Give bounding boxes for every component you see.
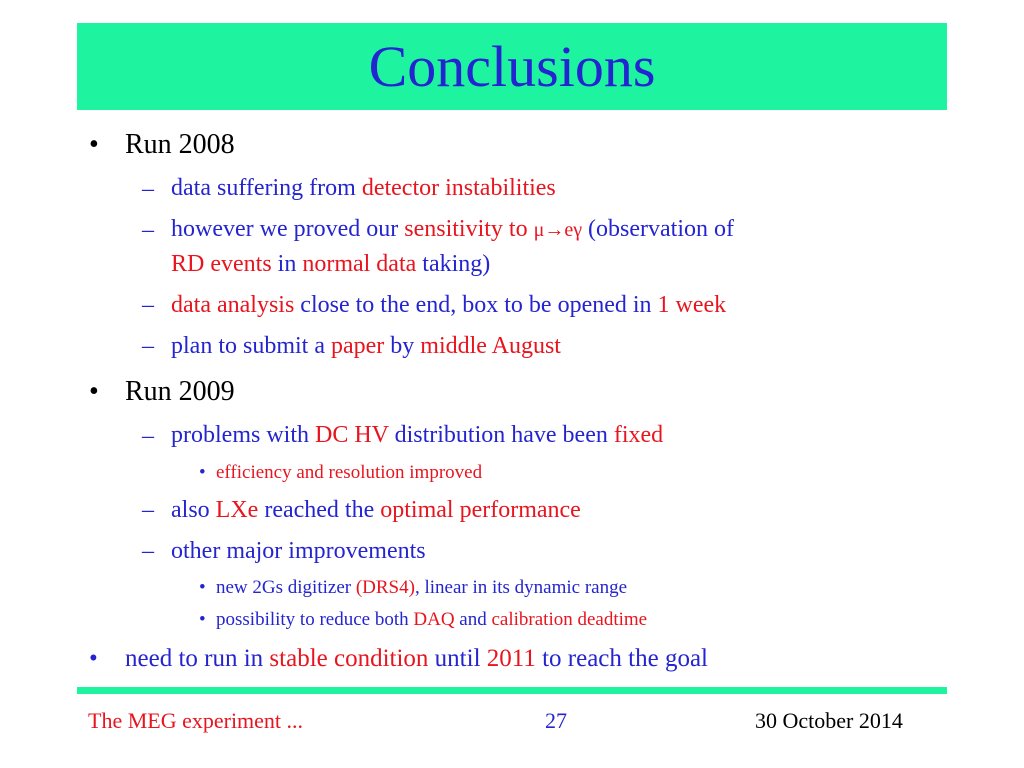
item-efficiency: efficiency and resolution improved: [216, 462, 483, 483]
footer-date: 30 October 2014: [755, 708, 903, 733]
item-major-improvements: other major improvements: [171, 538, 426, 564]
item-detector-instabilities: data suffering from detector instabilities: [171, 175, 556, 201]
footer-left: The MEG experiment ...: [88, 708, 304, 733]
item-paper: plan to submit a paper by middle August: [171, 333, 561, 359]
bullet-run2008: •: [89, 129, 99, 160]
heading-run2008: Run 2008: [125, 129, 235, 160]
item-sensitivity-cont: RD events in normal data taking): [171, 251, 491, 277]
dash-6: –: [142, 497, 154, 523]
bullet-run2009: •: [89, 376, 99, 407]
item-goal: need to run in stable condition until 2011 to reach the goal: [125, 645, 708, 672]
subbullet-1: •: [199, 462, 206, 483]
dash-5: –: [142, 423, 154, 449]
dash-2: –: [142, 217, 154, 243]
bullet-goal: •: [89, 645, 98, 672]
subbullet-2: •: [199, 577, 206, 598]
dash-1: –: [142, 176, 154, 202]
subbullet-3: •: [199, 609, 206, 630]
item-lxe: also LXe reached the optimal performance: [171, 497, 581, 523]
dash-3: –: [142, 292, 154, 318]
footer-rule: [77, 687, 947, 694]
page-number: 27: [545, 708, 567, 733]
heading-run2009: Run 2009: [125, 376, 235, 407]
item-data-analysis: data analysis close to the end, box to be opened in 1 week: [171, 292, 727, 318]
item-deadtime: possibility to reduce both DAQ and calibration deadtime: [216, 609, 648, 630]
slide-title: Conclusions: [368, 33, 656, 99]
item-sensitivity: however we proved our sensitivity to μ→eγ (observation of: [171, 216, 734, 242]
item-drs4: new 2Gs digitizer (DRS4), linear in its dynamic range: [216, 577, 628, 598]
item-dc-hv: problems with DC HV distribution have been fixed: [171, 422, 664, 448]
dash-7: –: [142, 538, 154, 564]
dash-4: –: [142, 333, 154, 359]
